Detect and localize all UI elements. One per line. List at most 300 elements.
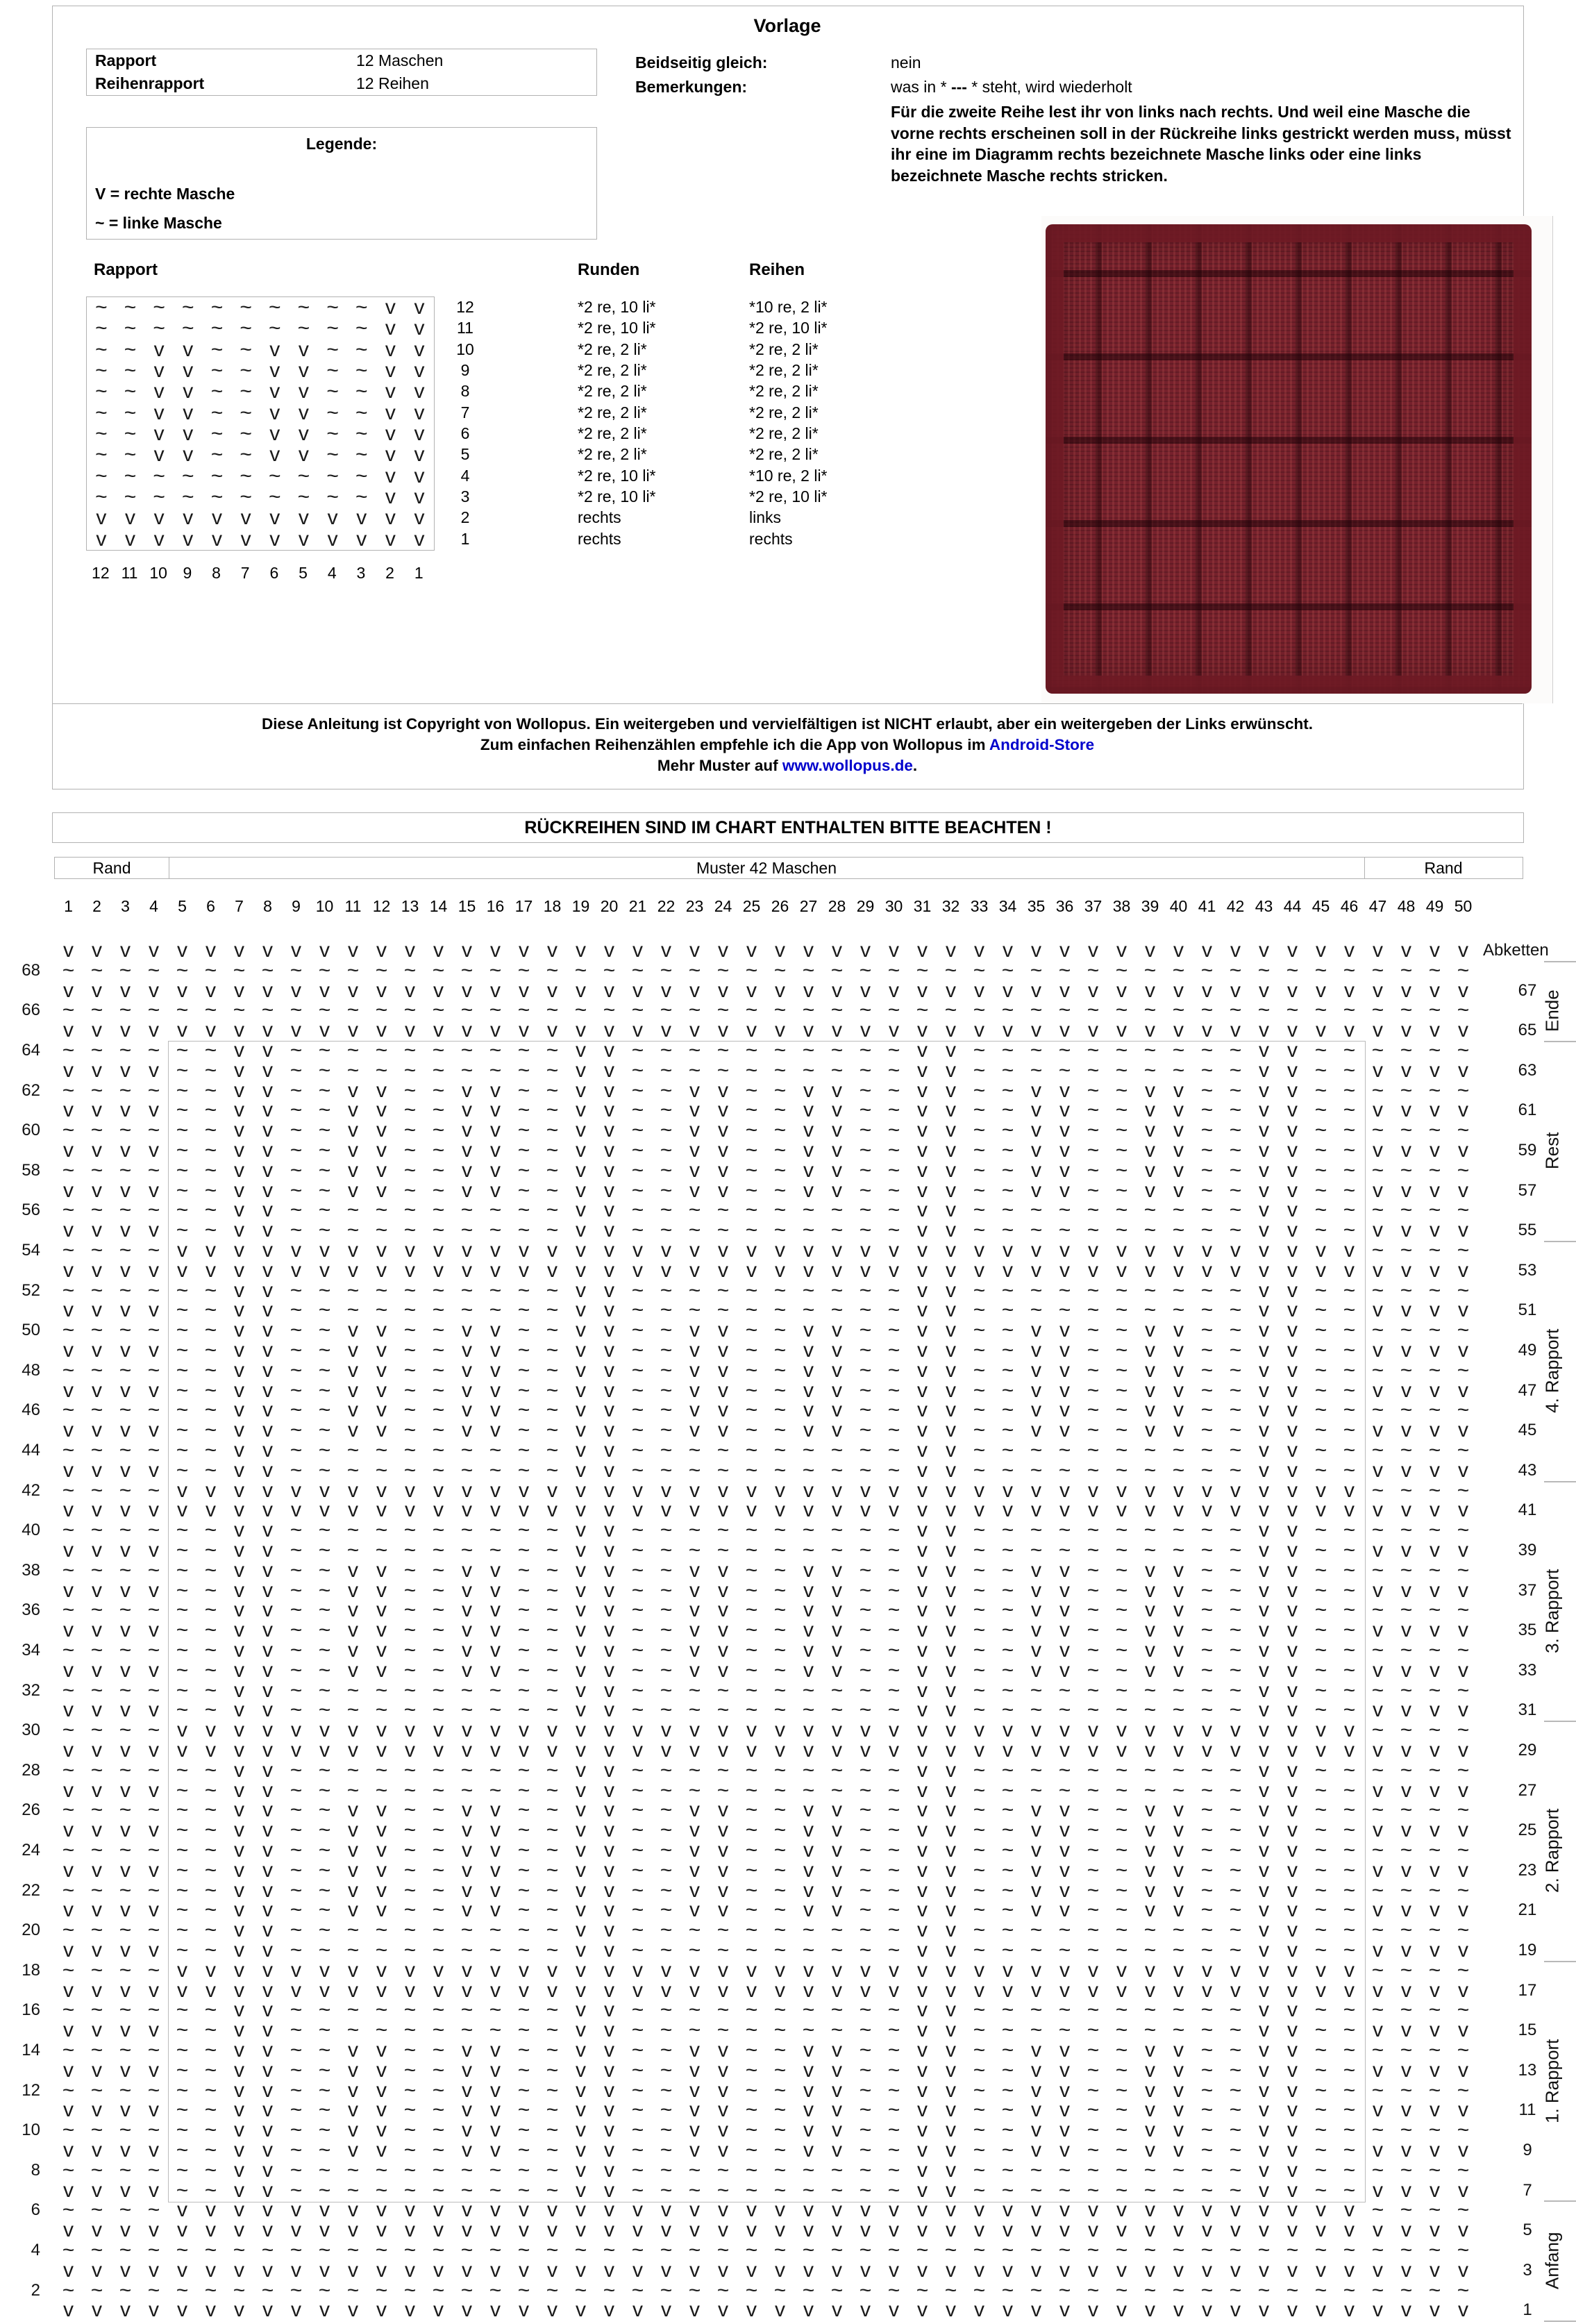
purl-stitch-symbol: ~: [1229, 1598, 1242, 1622]
purl-stitch-symbol: ~: [660, 1439, 673, 1462]
purl-stitch-symbol: ~: [1314, 1458, 1327, 1482]
purl-stitch-symbol: ~: [1001, 1858, 1014, 1882]
knit-stitch-symbol: v: [1116, 1739, 1127, 1762]
purl-stitch-symbol: ~: [460, 2178, 473, 2202]
purl-stitch-symbol: ~: [176, 998, 189, 1022]
purl-stitch-symbol: ~: [1371, 1839, 1384, 1862]
purl-stitch-symbol: ~: [1030, 2239, 1043, 2262]
purl-stitch-symbol: ~: [204, 1378, 217, 1402]
purl-stitch-symbol: ~: [859, 2018, 872, 2042]
purl-stitch-symbol: ~: [887, 2239, 900, 2262]
knit-stitch-symbol: v: [519, 1719, 529, 1742]
knit-stitch-symbol: v: [946, 1219, 956, 1242]
knit-stitch-symbol: v: [262, 1939, 273, 1962]
mini-chart-row: [87, 318, 434, 339]
purl-stitch-symbol: ~: [1457, 1198, 1470, 1222]
purl-stitch-symbol: ~: [1115, 1378, 1128, 1402]
knit-stitch-symbol: v: [803, 2258, 814, 2282]
purl-stitch-symbol: ~: [1200, 2098, 1214, 2122]
purl-stitch-symbol: ~: [1115, 2278, 1128, 2302]
section-divider-tick: [1544, 1961, 1576, 1962]
purl-stitch-symbol: ~: [1343, 1539, 1356, 1562]
purl-stitch-symbol: ~: [660, 1058, 673, 1082]
purl-stitch-symbol: ~: [210, 296, 224, 319]
purl-stitch-symbol: ~: [1314, 2158, 1327, 2182]
purl-stitch-symbol: ~: [90, 998, 103, 1022]
purl-stitch-symbol: ~: [973, 1658, 986, 1682]
purl-stitch-symbol: ~: [546, 1378, 559, 1402]
knit-stitch-symbol: v: [1059, 1878, 1070, 1902]
purl-stitch-symbol: ~: [147, 2198, 160, 2222]
knit-stitch-symbol: v: [1145, 2058, 1155, 2082]
knit-stitch-symbol: v: [490, 1839, 501, 1862]
purl-stitch-symbol: ~: [773, 1819, 787, 1842]
knit-stitch-symbol: v: [661, 1498, 671, 1522]
purl-stitch-symbol: ~: [204, 1578, 217, 1602]
purl-stitch-symbol: ~: [147, 1758, 160, 1782]
purl-stitch-symbol: ~: [1428, 1918, 1441, 1942]
android-store-link[interactable]: Android-Store: [989, 736, 1095, 753]
purl-stitch-symbol: ~: [830, 1758, 844, 1782]
mini-chart-row: [87, 487, 434, 508]
knit-stitch-symbol: v: [576, 1739, 586, 1762]
chart-col-number: 38: [1112, 897, 1131, 915]
purl-stitch-symbol: ~: [432, 1119, 445, 1142]
purl-stitch-symbol: ~: [1115, 1778, 1128, 1802]
purl-stitch-symbol: ~: [631, 2158, 644, 2182]
knit-stitch-symbol: v: [1202, 1978, 1212, 2002]
knit-stitch-symbol: v: [262, 1758, 273, 1782]
purl-stitch-symbol: ~: [204, 1598, 217, 1622]
knit-stitch-symbol: v: [661, 939, 671, 962]
purl-stitch-symbol: ~: [233, 998, 246, 1022]
knit-stitch-symbol: v: [1259, 1958, 1269, 1982]
knit-stitch-symbol: v: [177, 1239, 187, 1262]
purl-stitch-symbol: ~: [1115, 1058, 1128, 1082]
purl-stitch-symbol: ~: [1087, 2058, 1100, 2082]
knit-stitch-symbol: v: [490, 1258, 501, 1282]
purl-stitch-symbol: ~: [1457, 1918, 1470, 1942]
purl-stitch-symbol: ~: [1087, 1378, 1100, 1402]
purl-stitch-symbol: ~: [1229, 1619, 1242, 1642]
purl-stitch-symbol: ~: [1115, 1358, 1128, 1382]
chart-row: [54, 1421, 1477, 1441]
knit-stitch-symbol: v: [1088, 1719, 1098, 1742]
knit-stitch-symbol: v: [718, 1178, 728, 1202]
knit-stitch-symbol: v: [63, 1498, 74, 1522]
knit-stitch-symbol: v: [1344, 939, 1355, 962]
knit-stitch-symbol: v: [1116, 1258, 1127, 1282]
knit-stitch-symbol: v: [234, 2078, 244, 2102]
knit-stitch-symbol: v: [1373, 1939, 1383, 1962]
wollopus-website-link[interactable]: www.wollopus.de: [782, 757, 913, 774]
knit-stitch-symbol: v: [576, 1578, 586, 1602]
purl-stitch-symbol: ~: [1400, 1798, 1413, 1822]
knit-stitch-symbol: v: [319, 2218, 330, 2242]
knit-stitch-symbol: v: [490, 1398, 501, 1422]
purl-stitch-symbol: ~: [1200, 1098, 1214, 1122]
knit-stitch-symbol: v: [519, 2258, 529, 2282]
purl-stitch-symbol: ~: [1172, 2178, 1185, 2202]
purl-stitch-symbol: ~: [773, 1178, 787, 1202]
knit-stitch-symbol: v: [1344, 1978, 1355, 2002]
knit-stitch-symbol: v: [1458, 1578, 1468, 1602]
knit-stitch-symbol: v: [348, 2058, 358, 2082]
purl-stitch-symbol: ~: [1087, 1539, 1100, 1562]
purl-stitch-symbol: ~: [1087, 1758, 1100, 1782]
purl-stitch-symbol: ~: [1001, 958, 1014, 982]
purl-stitch-symbol: ~: [773, 1058, 787, 1082]
purl-stitch-symbol: ~: [1400, 998, 1413, 1022]
purl-stitch-symbol: ~: [773, 1319, 787, 1342]
purl-stitch-symbol: ~: [1229, 1219, 1242, 1242]
purl-stitch-symbol: ~: [1343, 1918, 1356, 1942]
purl-stitch-symbol: ~: [745, 1598, 758, 1622]
purl-stitch-symbol: ~: [1257, 2278, 1271, 2302]
purl-stitch-symbol: ~: [716, 1778, 730, 1802]
knit-stitch-symbol: v: [462, 2258, 472, 2282]
purl-stitch-symbol: ~: [326, 464, 339, 487]
knit-stitch-symbol: v: [632, 939, 643, 962]
chart-col-number: 14: [429, 897, 448, 915]
purl-stitch-symbol: ~: [1428, 1119, 1441, 1142]
knit-stitch-symbol: v: [1373, 1178, 1383, 1202]
purl-stitch-symbol: ~: [403, 1398, 417, 1422]
knit-stitch-symbol: v: [1088, 2198, 1098, 2222]
knit-stitch-symbol: v: [234, 1639, 244, 1662]
knit-stitch-symbol: v: [832, 1498, 842, 1522]
knit-stitch-symbol: v: [234, 2218, 244, 2242]
purl-stitch-symbol: ~: [176, 2098, 189, 2122]
knit-stitch-symbol: v: [1031, 1819, 1041, 1842]
purl-stitch-symbol: ~: [830, 1198, 844, 1222]
purl-stitch-symbol: ~: [119, 1119, 132, 1142]
knit-stitch-symbol: v: [149, 1258, 159, 1282]
knit-stitch-symbol: v: [1259, 1798, 1269, 1822]
knit-stitch-symbol: v: [1145, 939, 1155, 962]
legend-box: [86, 127, 597, 240]
knit-stitch-symbol: v: [177, 1739, 187, 1762]
purl-stitch-symbol: ~: [1115, 1419, 1128, 1442]
chart-col-number: 5: [178, 897, 187, 915]
knit-stitch-symbol: v: [120, 1658, 131, 1682]
purl-stitch-symbol: ~: [773, 1519, 787, 1542]
purl-stitch-symbol: ~: [745, 1278, 758, 1302]
purl-stitch-symbol: ~: [1087, 1119, 1100, 1142]
purl-stitch-symbol: ~: [1001, 1619, 1014, 1642]
knit-stitch-symbol: v: [547, 1478, 558, 1502]
purl-stitch-symbol: ~: [1343, 2078, 1356, 2102]
purl-stitch-symbol: ~: [1343, 1419, 1356, 1442]
purl-stitch-symbol: ~: [176, 1098, 189, 1122]
purl-stitch-symbol: ~: [147, 1719, 160, 1742]
purl-stitch-symbol: ~: [119, 2198, 132, 2222]
knit-stitch-symbol: v: [1145, 1578, 1155, 1602]
knit-stitch-symbol: v: [1230, 939, 1241, 962]
knit-stitch-symbol: v: [775, 1739, 785, 1762]
purl-stitch-symbol: ~: [204, 2098, 217, 2122]
purl-stitch-symbol: ~: [1115, 1758, 1128, 1782]
knit-stitch-symbol: v: [298, 337, 309, 361]
purl-stitch-symbol: ~: [1314, 1658, 1327, 1682]
purl-stitch-symbol: ~: [1200, 1339, 1214, 1362]
purl-stitch-symbol: ~: [90, 1198, 103, 1222]
knit-stitch-symbol: v: [120, 1978, 131, 2002]
knit-stitch-symbol: v: [376, 1958, 387, 1982]
knit-stitch-symbol: v: [689, 1819, 700, 1842]
purl-stitch-symbol: ~: [1200, 1998, 1214, 2022]
purl-stitch-symbol: ~: [517, 1078, 530, 1102]
knit-stitch-symbol: v: [1059, 1558, 1070, 1582]
knit-stitch-symbol: v: [262, 1298, 273, 1322]
purl-stitch-symbol: ~: [326, 380, 339, 403]
knit-stitch-symbol: v: [348, 1819, 358, 1842]
knit-stitch-symbol: v: [689, 1478, 700, 1502]
knit-stitch-symbol: v: [1287, 1558, 1298, 1582]
knit-stitch-symbol: v: [1373, 1578, 1383, 1602]
purl-stitch-symbol: ~: [153, 317, 165, 340]
chart-row-number-left: 22: [22, 1880, 40, 1900]
purl-stitch-symbol: ~: [916, 998, 929, 1022]
knit-stitch-symbol: v: [1259, 1578, 1269, 1602]
knit-stitch-symbol: v: [917, 1198, 928, 1222]
purl-stitch-symbol: ~: [318, 1458, 331, 1482]
beidseitig-value: nein: [891, 53, 921, 72]
knit-stitch-symbol: v: [689, 2198, 700, 2222]
purl-stitch-symbol: ~: [1314, 1798, 1327, 1822]
purl-stitch-symbol: ~: [432, 1398, 445, 1422]
purl-stitch-symbol: ~: [688, 1219, 701, 1242]
purl-stitch-symbol: ~: [1172, 1039, 1185, 1062]
purl-stitch-symbol: ~: [176, 2239, 189, 2262]
purl-stitch-symbol: ~: [204, 1419, 217, 1442]
purl-stitch-symbol: ~: [318, 1219, 331, 1242]
knit-stitch-symbol: v: [1287, 2078, 1298, 2102]
purl-stitch-symbol: ~: [631, 1778, 644, 1802]
knit-stitch-symbol: v: [1031, 2058, 1041, 2082]
knit-stitch-symbol: v: [462, 1578, 472, 1602]
purl-stitch-symbol: ~: [318, 1039, 331, 1062]
chart-row: [54, 1341, 1477, 1361]
purl-stitch-symbol: ~: [1400, 1558, 1413, 1582]
purl-stitch-symbol: ~: [460, 1058, 473, 1082]
purl-stitch-symbol: ~: [375, 1758, 388, 1782]
purl-stitch-symbol: ~: [432, 1558, 445, 1582]
purl-stitch-symbol: ~: [773, 2018, 787, 2042]
purl-stitch-symbol: ~: [716, 1219, 730, 1242]
purl-stitch-symbol: ~: [1172, 1519, 1185, 1542]
knit-stitch-symbol: v: [832, 1639, 842, 1662]
knit-stitch-symbol: v: [1031, 1498, 1041, 1522]
purl-stitch-symbol: ~: [62, 1918, 75, 1942]
copyright-line3: [52, 757, 1523, 775]
knit-stitch-symbol: v: [149, 1139, 159, 1162]
knit-stitch-symbol: v: [946, 1378, 956, 1402]
knit-stitch-symbol: v: [604, 1439, 614, 1462]
knit-stitch-symbol: v: [860, 1498, 871, 1522]
copyright-line1: Diese Anleitung ist Copyright von Wollopus. Ein weitergeben und vervielfältigen ist NICHT erlaubt, aber ein weitergeben der Links erwünscht.: [261, 715, 1313, 733]
chart-row: [54, 2278, 1477, 2302]
knit-stitch-symbol: v: [832, 2198, 842, 2222]
purl-stitch-symbol: ~: [546, 1758, 559, 1782]
purl-stitch-symbol: ~: [1058, 1939, 1071, 1962]
knit-stitch-symbol: v: [1088, 1478, 1098, 1502]
knit-stitch-symbol: v: [376, 2298, 387, 2322]
purl-stitch-symbol: ~: [546, 1678, 559, 1702]
knit-stitch-symbol: v: [348, 1419, 358, 1442]
knit-stitch-symbol: v: [153, 358, 165, 382]
knit-stitch-symbol: v: [689, 1178, 700, 1202]
purl-stitch-symbol: ~: [318, 1778, 331, 1802]
purl-stitch-symbol: ~: [1143, 1918, 1157, 1942]
purl-stitch-symbol: ~: [119, 2118, 132, 2142]
knit-stitch-symbol: v: [946, 1598, 956, 1622]
knit-stitch-symbol: v: [433, 1958, 444, 1982]
purl-stitch-symbol: ~: [1343, 2058, 1356, 2082]
knit-stitch-symbol: v: [433, 2198, 444, 2222]
purl-stitch-symbol: ~: [1371, 2078, 1384, 2102]
purl-stitch-symbol: ~: [859, 1778, 872, 1802]
knit-stitch-symbol: v: [803, 2098, 814, 2122]
knit-stitch-symbol: v: [1259, 1458, 1269, 1482]
rapport-mini-chart: [86, 296, 435, 551]
knit-stitch-symbol: v: [262, 1019, 273, 1042]
knit-stitch-symbol: v: [1145, 1719, 1155, 1742]
purl-stitch-symbol: ~: [745, 1339, 758, 1362]
knit-stitch-symbol: v: [1003, 1258, 1013, 1282]
purl-stitch-symbol: ~: [830, 1918, 844, 1942]
knit-stitch-symbol: v: [917, 1019, 928, 1042]
knit-stitch-symbol: v: [376, 1619, 387, 1642]
purl-stitch-symbol: ~: [859, 1878, 872, 1902]
purl-stitch-symbol: ~: [1343, 1939, 1356, 1962]
purl-stitch-symbol: ~: [1001, 1378, 1014, 1402]
purl-stitch-symbol: ~: [1001, 2158, 1014, 2182]
knit-stitch-symbol: v: [974, 2298, 984, 2322]
purl-stitch-symbol: ~: [204, 1918, 217, 1942]
knit-stitch-symbol: v: [832, 1398, 842, 1422]
purl-stitch-symbol: ~: [1030, 998, 1043, 1022]
knit-stitch-symbol: v: [661, 1019, 671, 1042]
purl-stitch-symbol: ~: [1400, 1839, 1413, 1862]
purl-stitch-symbol: ~: [973, 1898, 986, 1922]
knit-stitch-symbol: v: [519, 1258, 529, 1282]
knit-stitch-symbol: v: [1316, 2198, 1326, 2222]
knit-stitch-symbol: v: [576, 1998, 586, 2022]
knit-stitch-symbol: v: [1031, 1358, 1041, 1382]
purl-stitch-symbol: ~: [290, 1398, 303, 1422]
purl-stitch-symbol: ~: [887, 1598, 900, 1622]
purl-stitch-symbol: ~: [688, 1439, 701, 1462]
mini-chart-row: [87, 360, 434, 381]
purl-stitch-symbol: ~: [176, 2058, 189, 2082]
purl-stitch-symbol: ~: [62, 1998, 75, 2022]
knit-stitch-symbol: v: [917, 1658, 928, 1682]
purl-stitch-symbol: ~: [124, 464, 137, 487]
purl-stitch-symbol: ~: [1343, 1758, 1356, 1782]
knit-stitch-symbol: v: [803, 1019, 814, 1042]
knit-stitch-symbol: v: [1145, 2298, 1155, 2322]
purl-stitch-symbol: ~: [1229, 2078, 1242, 2102]
purl-stitch-symbol: ~: [1343, 1178, 1356, 1202]
chart-row: [54, 1521, 1477, 1541]
knit-stitch-symbol: v: [348, 1078, 358, 1102]
purl-stitch-symbol: ~: [489, 1698, 502, 1722]
purl-stitch-symbol: ~: [176, 1039, 189, 1062]
chart-row: [54, 1700, 1477, 1721]
knit-stitch-symbol: v: [1373, 1539, 1383, 1562]
purl-stitch-symbol: ~: [887, 1658, 900, 1682]
purl-stitch-symbol: ~: [1115, 1178, 1128, 1202]
purl-stitch-symbol: ~: [745, 1058, 758, 1082]
purl-stitch-symbol: ~: [147, 1598, 160, 1622]
purl-stitch-symbol: ~: [802, 1039, 815, 1062]
knit-stitch-symbol: v: [1373, 2098, 1383, 2122]
knit-stitch-symbol: v: [262, 1839, 273, 1862]
purl-stitch-symbol: ~: [1343, 1098, 1356, 1122]
purl-stitch-symbol: ~: [973, 1639, 986, 1662]
purl-stitch-symbol: ~: [176, 2118, 189, 2142]
knit-stitch-symbol: v: [490, 1019, 501, 1042]
purl-stitch-symbol: ~: [688, 1198, 701, 1222]
purl-stitch-symbol: ~: [204, 2239, 217, 2262]
purl-stitch-symbol: ~: [1229, 2098, 1242, 2122]
purl-stitch-symbol: ~: [517, 2118, 530, 2142]
purl-stitch-symbol: ~: [90, 1278, 103, 1302]
knit-stitch-symbol: v: [661, 1978, 671, 2002]
purl-stitch-symbol: ~: [432, 2158, 445, 2182]
knit-stitch-symbol: v: [1173, 1558, 1184, 1582]
mini-chart-row: [87, 403, 434, 424]
purl-stitch-symbol: ~: [1428, 1639, 1441, 1662]
purl-stitch-symbol: ~: [318, 1319, 331, 1342]
knit-stitch-symbol: v: [689, 1739, 700, 1762]
knit-stitch-symbol: v: [1287, 1578, 1298, 1602]
chart-row: [54, 2178, 1477, 2202]
purl-stitch-symbol: ~: [290, 1119, 303, 1142]
knit-stitch-symbol: v: [718, 1958, 728, 1982]
knit-stitch-symbol: v: [1088, 1019, 1098, 1042]
knit-stitch-symbol: v: [1059, 939, 1070, 962]
knit-stitch-symbol: v: [414, 527, 425, 551]
purl-stitch-symbol: ~: [1115, 1398, 1128, 1422]
chart-row-number-left: 58: [22, 1160, 40, 1180]
knit-stitch-symbol: v: [689, 2258, 700, 2282]
knit-stitch-symbol: v: [661, 2218, 671, 2242]
knit-stitch-symbol: v: [1259, 1639, 1269, 1662]
purl-stitch-symbol: ~: [546, 2178, 559, 2202]
purl-stitch-symbol: ~: [546, 998, 559, 1022]
knit-stitch-symbol: v: [234, 1158, 244, 1182]
purl-stitch-symbol: ~: [546, 2118, 559, 2142]
purl-stitch-symbol: ~: [204, 1398, 217, 1422]
knit-stitch-symbol: v: [206, 1498, 216, 1522]
knit-stitch-symbol: v: [234, 1358, 244, 1382]
purl-stitch-symbol: ~: [204, 1619, 217, 1642]
purl-stitch-symbol: ~: [1115, 1619, 1128, 1642]
purl-stitch-symbol: ~: [973, 1358, 986, 1382]
knit-stitch-symbol: v: [433, 1478, 444, 1502]
purl-stitch-symbol: ~: [204, 1198, 217, 1222]
knit-stitch-symbol: v: [63, 1019, 74, 1042]
knit-stitch-symbol: v: [1031, 2039, 1041, 2062]
knit-stitch-symbol: v: [234, 1739, 244, 1762]
knit-stitch-symbol: v: [1202, 2218, 1212, 2242]
purl-stitch-symbol: ~: [660, 1358, 673, 1382]
purl-stitch-symbol: ~: [973, 1758, 986, 1782]
knit-stitch-symbol: v: [124, 527, 135, 551]
purl-stitch-symbol: ~: [204, 1278, 217, 1302]
